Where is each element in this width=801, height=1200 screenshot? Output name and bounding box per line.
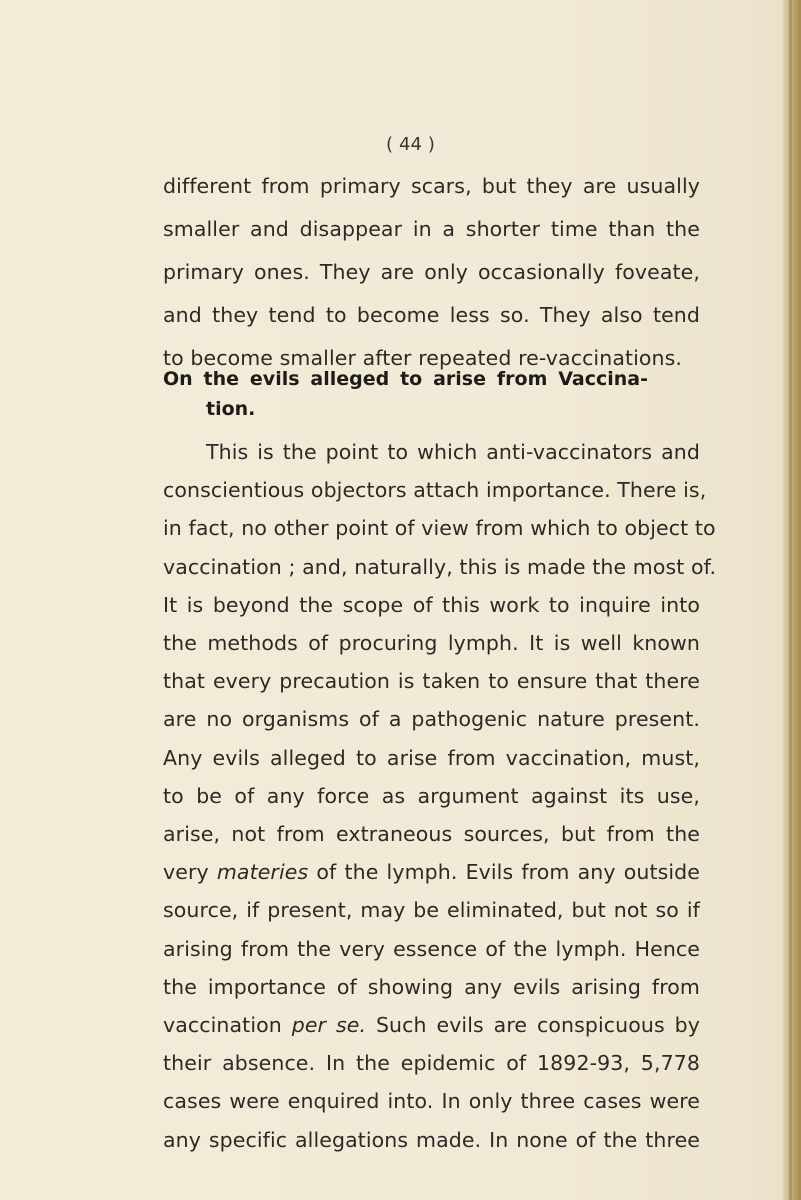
text-line-per-se	[163, 1010, 700, 1040]
text-line: that every precaution is taken to ensure that there	[163, 669, 700, 694]
text-line: to become smaller after repeated re-vaccinations.	[163, 346, 683, 370]
text-line: in fact, no other point of view from which to object to	[163, 516, 716, 541]
text-line: This is the point to which anti-vaccinators and	[206, 440, 700, 464]
text-line: their absence. In the epidemic of 1892-93, 5,778	[163, 1051, 700, 1076]
text-line: the methods of procuring lymph. It is well known	[163, 631, 700, 655]
italic-term: per se.	[291, 1013, 367, 1037]
page-edge-shadow	[783, 0, 801, 1200]
text-line: cases were enquired into. In only three cases were	[163, 1089, 700, 1114]
text-line: Any evils alleged to arise from vaccination, must,	[163, 745, 700, 770]
text-fragment: of the lymph. Evils from any outside	[308, 860, 700, 885]
text-line: primary ones. They are only occasionally foveate,	[163, 260, 700, 284]
text-line: conscientious objectors attach importance. There is,	[163, 478, 707, 503]
text-line: smaller and disappear in a shorter time than the	[163, 217, 700, 241]
text-fragment: very	[163, 860, 217, 885]
italic-term: materies	[216, 860, 309, 885]
text-fragment: Such evils are conspicuous by	[366, 1013, 700, 1037]
text-line: any specific allegations made. In none of the three	[163, 1127, 700, 1152]
page-number: ( 44 )	[386, 134, 435, 155]
text-line: to be of any force as argument against its use,	[163, 783, 700, 808]
text-line: arising from the very essence of the lymph. Hence	[163, 936, 700, 961]
section-heading: On the evils alleged to arise from Vaccina-	[163, 368, 648, 390]
text-fragment: vaccination	[163, 1013, 292, 1037]
text-line: It is beyond the scope of this work to inquire into	[163, 592, 700, 617]
text-line: source, if present, may be eliminated, but not so if	[163, 898, 700, 923]
text-line: vaccination ; and, naturally, this is made the most of.	[163, 554, 717, 579]
binding-edge	[789, 0, 792, 1200]
text-line: the importance of showing any evils arising from	[163, 974, 700, 999]
text-line-materies	[163, 857, 700, 887]
text-line: different from primary scars, but they are usually	[163, 174, 700, 198]
text-line: are no organisms of a pathogenic nature present.	[163, 707, 700, 732]
section-heading-continued: tion.	[206, 398, 256, 420]
text-line: arise, not from extraneous sources, but from the	[163, 822, 700, 846]
text-line: and they tend to become less so. They also tend	[163, 303, 700, 327]
